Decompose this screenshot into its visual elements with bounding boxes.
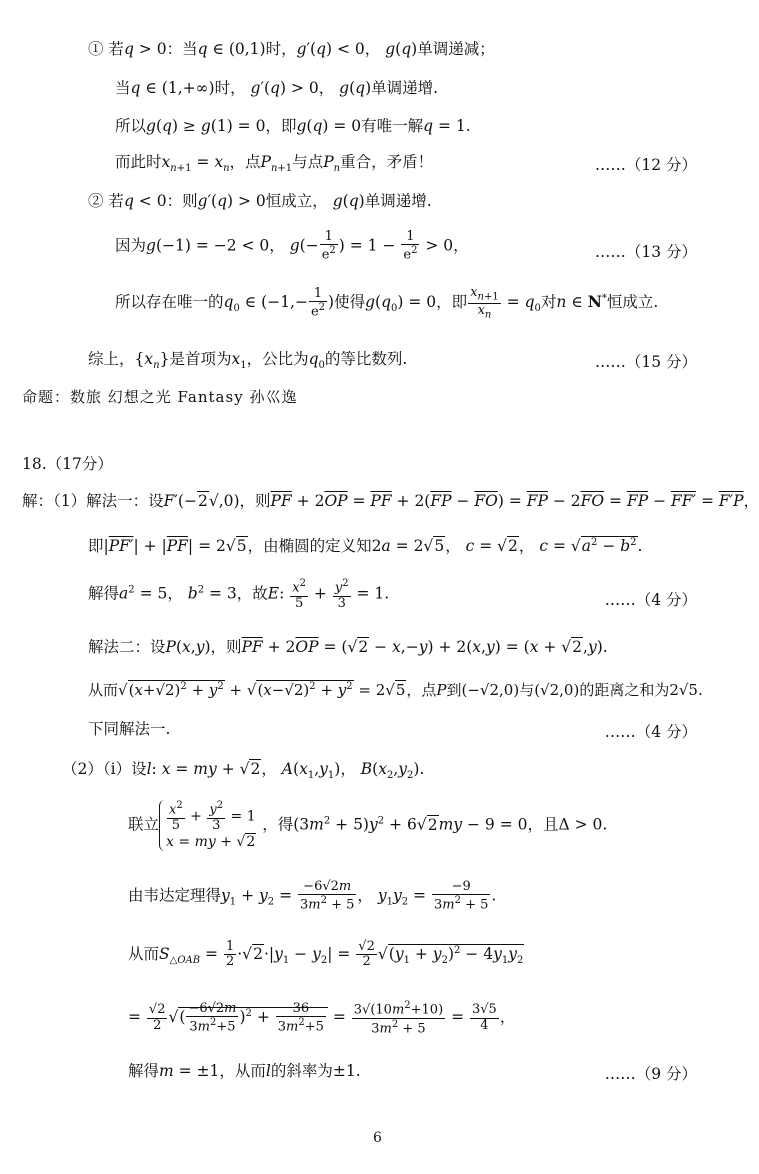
line-ellipse-def: 即$|PF'| + |\overline{PF}| = 2√5$，由椭圆的定义知2a = 2√5， c = √2， $c = √a^2 - b^2$. <box>88 537 643 556</box>
points-15: ……（15 分） <box>594 353 697 371</box>
line-area: 从而$S_{\triangle OAB}$ = $\frac{1}{2}$ $\cdot√2\cdot|y_1 - y_2|$ = $\frac{√2}{2}$ $√(y_1 + y_2)^2 - 4y_1y_2$ <box>128 939 524 970</box>
line-ellipse-eq: 解得$a^2 = 5$， $b^2 = 3$，故E: $\frac{x^2}{5}$ + $\frac{y^2}{3}$ = 1. <box>88 578 390 611</box>
line-vieta: 由韦达定理得$y_1 + y_2$ = $\frac{-6√2m}{3m^2 + 5}$ ， $y_1y_2$ = $\frac{-9}{3m^2 + 5}$ . <box>128 879 497 913</box>
line-area-calc: = $\frac{√2}{2}$ √( $\frac{-6√2m}{3m^2+5}$ )$^2$ + $\frac{36}{3m^2+5}$ = $\frac{3√(10m^2+10)}{3m^2 + 5}$ = $\frac{3√5}{4}$ ， <box>128 1000 516 1036</box>
line-values: 因为g(−1) = −2 < 0， g(− $\frac{1}{e^2}$ ) = 1 − $\frac{1}{e^2}$ > 0， <box>115 229 469 263</box>
line-case1: ① 若q > 0：当q ∈ (0,1)时，g′(q) < 0， g(q)单调递减； <box>88 40 495 58</box>
line-slope: 解得m = ±1，从而l的斜率为±1. <box>128 1062 361 1080</box>
page-number: 6 <box>373 1130 382 1146</box>
line-exists-q0: 所以存在唯一的$q_0$ ∈ (−1,− $\frac{1}{e^2}$ )使得$g(q_0) = 0$，即 $\frac{x_{n+1}}{x_n}$ = $q_0$对n ∈ N*恒成立. <box>115 285 659 321</box>
line-conclusion: 综上，$\{x_n\}$是首项为$x_1$，公比为$q_0$的等比数列. <box>88 350 408 372</box>
line-unique-solution: 所以g(q) ≥ g(1) = 0，即g(q) = 0有唯一解q = 1. <box>115 117 471 135</box>
points-4b: ……（4 分） <box>604 723 697 741</box>
line-same-as-1: 下同解法一. <box>88 720 171 738</box>
line-system: 联立 $\frac{x^2}{5}$ + $\frac{y^2}{3}$ = 1 x = my + √2，得$(3m^2 + 5)y^2 + 6√2my - 9 = 0$，且Δ > 0. <box>128 800 608 850</box>
line-case2: ② 若q < 0：则g′(q) > 0恒成立， g(q)单调递增. <box>88 192 432 210</box>
question-18-title: 18.（17分） <box>22 455 113 473</box>
points-12: ……（12 分） <box>594 156 697 174</box>
points-13: ……（13 分） <box>594 243 697 261</box>
line-method2: 解法二：设P(x,y)，则$\overline{PF} + 2\overline{OP} = (√2 - x,-y) + 2(x,y) = (x + √2,y)$. <box>88 638 608 656</box>
line-method1: 解：（1）解法一：设F′(−2√,0)，则$\overline{PF} + 2\overline{OP} = \overline{PF} + 2(\overline{FP} - \overline{FO}) = \overline{FP} - 2\overline{FO} = \overline{FP} - FF' = F'P$， <box>22 492 759 510</box>
points-4a: ……（4 分） <box>604 591 697 609</box>
line-contradiction: 而此时$x_{n+1} = x_n$，点$P_{n+1}$与点$P_n$重合，矛盾！ <box>115 153 434 175</box>
line-case1-increase: 当q ∈ (1,+∞)时， g′(q) > 0， g(q)单调递增. <box>115 79 439 97</box>
author-credit: 命题：数旅 幻想之光 Fantasy 孙巛逸 <box>22 388 298 406</box>
points-9: ……（9 分） <box>604 1065 697 1083</box>
line-distance-sum: 从而$√(x+√2)^2 + y^2 + √(x-√2)^2 + y^2 = 2√5$，点P到(−√2,0)与(√2,0)的距离之和为2√5. <box>88 681 703 699</box>
line-part2-setup: （2）（i）设l: x = my + √2， $A(x_1,y_1)$， $B(x_2,y_2)$. <box>62 760 425 782</box>
